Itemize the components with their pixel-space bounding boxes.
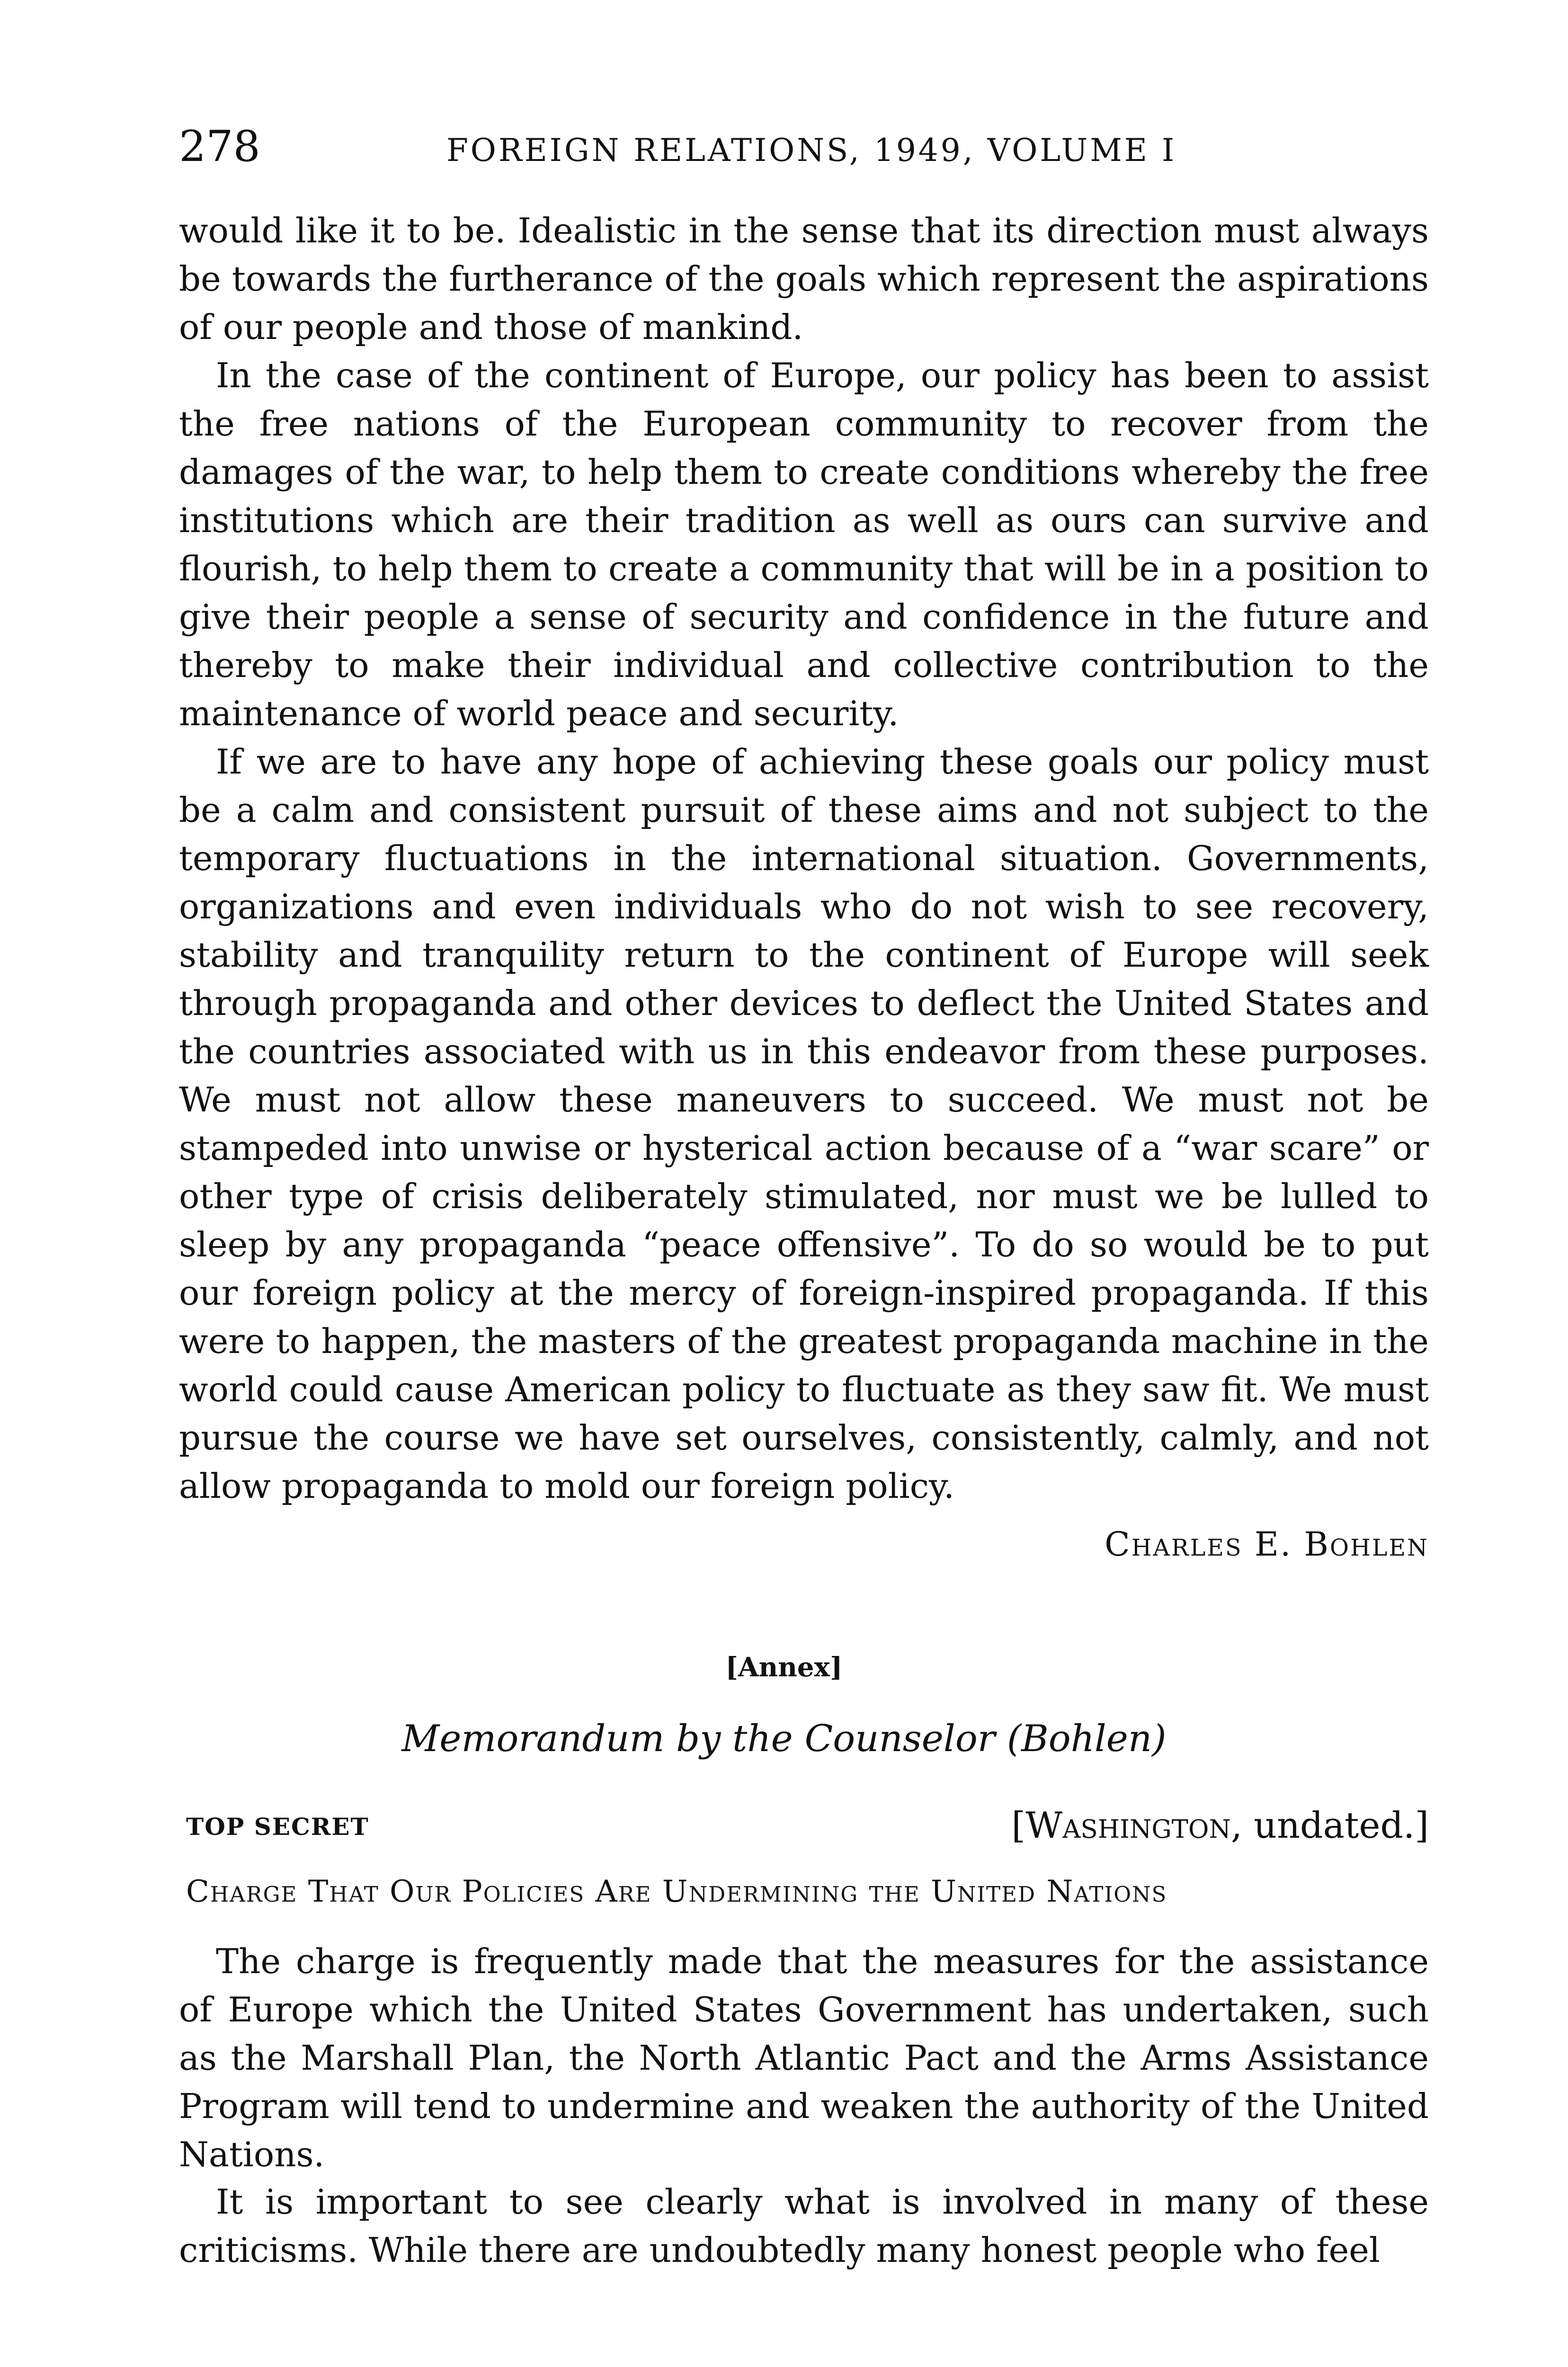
- annex-label: [Annex]: [725, 1652, 843, 1683]
- paragraph-europe-policy: In the case of the continent of Europe, our policy has been to assist the free nations of the European community to recover from the damages of the war, to help them to create conditions whereby the free institutions which are their tradition as well as ours can survive and flourish, to help them to create a community that will be in a position to give their people a sense of security and confidence in the future and thereby to make their individual and collective contribution to the maintenance of world peace and security.: [179, 356, 1429, 733]
- place: Washington: [1025, 1804, 1231, 1846]
- paragraph-criticisms: It is important to see clearly what is involved in many of these criticisms. While there are undoubtedly many honest people who feel: [179, 2182, 1429, 2270]
- subject-heading: Charge That Our Policies Are Undermining the United Nations: [186, 1874, 1167, 1909]
- date-note: , undated.: [1230, 1804, 1415, 1846]
- page-number: 278: [179, 122, 260, 171]
- paragraph-continuation: would like it to be. Idealistic in the sense that its direction must always be towards the furtherance of the goals which represent the aspirations of our people and those of mankind.: [179, 211, 1429, 347]
- classification-marking: TOP SECRET: [186, 1813, 369, 1841]
- place-date-line: [Washington, undated.]: [1011, 1804, 1429, 1846]
- running-head: FOREIGN RELATIONS, 1949, VOLUME I: [446, 132, 1177, 169]
- page-header: [179, 121, 1429, 173]
- memorandum-title: Memorandum by the Counselor (Bohlen): [401, 1717, 1167, 1760]
- paragraph-charge: The charge is frequently made that the measures for the assistance of Europe which the United States Government has undertaken, such as the Marshall Plan, the North Atlantic Pact and the Arms Assistance Program will tend to undermine and weaken the authority of the United Nations.: [179, 1941, 1429, 2174]
- signature: Charles E. Bohlen: [1105, 1525, 1429, 1564]
- paragraph-propaganda: If we are to have any hope of achieving these goals our policy must be a calm and consistent pursuit of these aims and not subject to the temporary fluctuations in the international situation. Governments, organizations and even individuals who do not wish to see recovery, stability and tranquility return to the continent of Europe will seek through propaganda and other devices to deflect the United States and the countries associated with us in this endeavor from these purposes. We must not allow these maneuvers to succeed. We must not be stampeded into unwise or hysterical action because of a “war scare” or other type of crisis deliberately stimulated, nor must we be lulled to sleep by any propaganda “peace offensive”. To do so would be to put our foreign policy at the mercy of foreign-inspired propaganda. If this were to happen, the masters of the greatest propaganda machine in the world could cause American policy to fluctuate as they saw fit. We must pursue the course we have set ourselves, consistently, calmly, and not allow propaganda to mold our foreign policy.: [179, 742, 1429, 1506]
